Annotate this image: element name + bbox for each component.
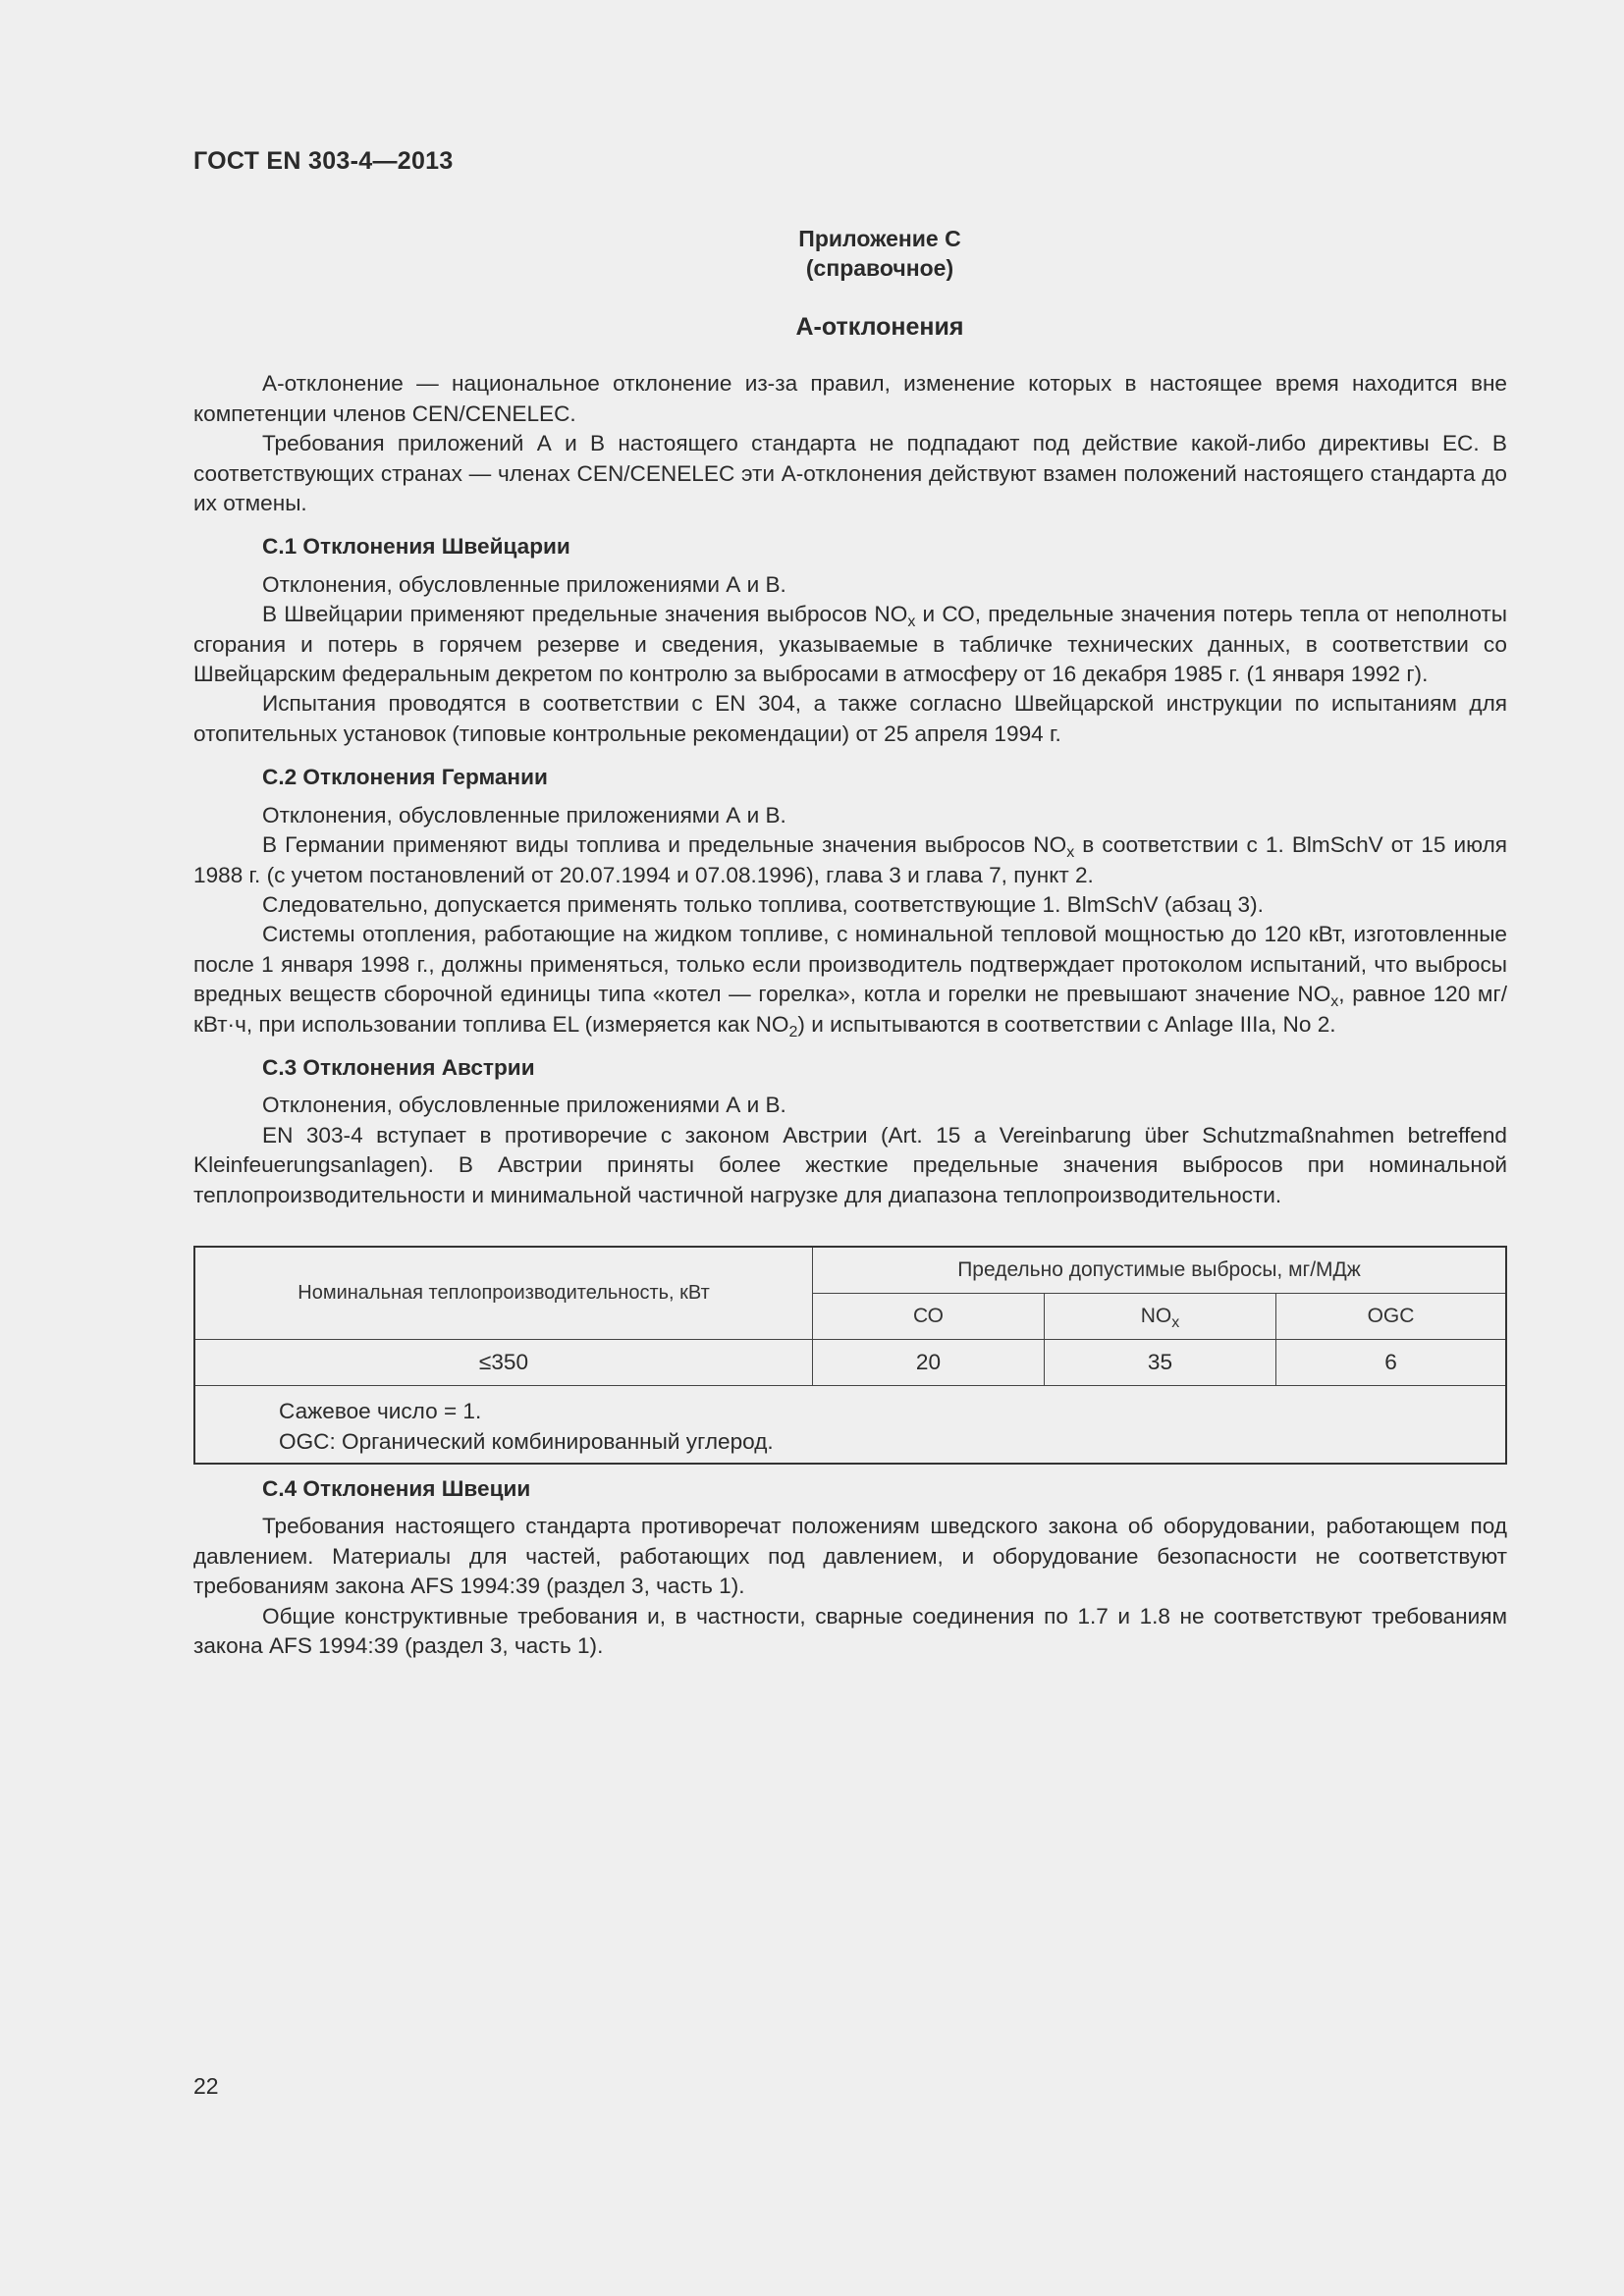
document-header: ГОСТ EN 303-4—2013 bbox=[193, 147, 454, 175]
header-emission-limits: Предельно допустимые выбросы, мг/МДж bbox=[813, 1247, 1507, 1294]
intro-paragraph-2: Требования приложений А и В настоящего стандарта не подпадают под действие какой-либо директивы ЕС. В соответствующих странах — членах CEN/CENELEC эти А-отклонения действуют взамен положений настоящего стандарта до их отмены. bbox=[193, 431, 1507, 516]
table-note-1: Сажевое число = 1. bbox=[279, 1398, 482, 1423]
annex-title: Приложение С bbox=[798, 226, 961, 251]
table-note-2: OGC: Органический комбинированный углерод. bbox=[279, 1428, 774, 1454]
header-nominal-power: Номинальная теплопроизводительность, кВт bbox=[194, 1247, 813, 1340]
c2-p4-subscript-2: 2 bbox=[788, 1023, 798, 1041]
section-c1-title: С.1 Отклонения Швейцарии bbox=[262, 534, 570, 560]
c2-paragraph-2 bbox=[193, 830, 1507, 890]
c4-paragraph-2: Общие конструктивные требования и, в частности, сварные соединения по 1.7 и 1.8 не соответствуют требованиям закона AFS 1994:39 (раздел 3, часть 1). bbox=[193, 1603, 1507, 1658]
annex-subtitle: (справочное) bbox=[805, 255, 954, 281]
c2-p2-text-b: в соответствии с 1. BlmSchV от 15 июля 1988 г. (с учетом постановлений от 20.07.1994 и 07.08.1996), глава 3 и глава 7, пункт 2. bbox=[193, 832, 1508, 887]
section-c2-title: С.2 Отклонения Германии bbox=[262, 765, 548, 790]
header-ogc: OGC bbox=[1276, 1293, 1507, 1339]
c1-p2-subscript: x bbox=[907, 614, 916, 631]
intro-paragraph-1: А-отклонение — национальное отклонение из-за правил, изменение которых в настоящее время находится вне компетенции членов CEN/CENELEC. bbox=[193, 371, 1507, 426]
c1-paragraph-3: Испытания проводятся в соответствии с EN 304, а также согласно Швейцарской инструкции по испытаниям для отопительных установок (типовые контрольные рекомендации) от 25 апреля 1994 г. bbox=[193, 691, 1507, 746]
section-c4-title: С.4 Отклонения Швеции bbox=[262, 1475, 531, 1501]
c1-p2-text-a: В Швейцарии применяют предельные значения выбросов NO bbox=[262, 602, 908, 627]
c2-p4-text-b: , равное 120 мг/кВт·ч, при использовании топлива EL (измеряется как NO bbox=[193, 982, 1507, 1037]
cell-nox: 35 bbox=[1045, 1339, 1276, 1385]
c3-paragraph-2: EN 303-4 вступает в противоречие с законом Австрии (Art. 15 a Vereinbarung über Schutzmaßnahmen betreffend Kleinfeuerungsanlagen). В Австрии приняты более жесткие предельные значения выбросов при номинальной теплопроизводительности и минимальной частичной нагрузке для диапазона теплопроизводительности. bbox=[193, 1122, 1507, 1207]
c2-paragraph-1: Отклонения, обусловленные приложениями А и В. bbox=[262, 802, 786, 828]
c1-p2-text-b: и СО, предельные значения потерь тепла от неполноты сгорания и потерь в горячем резерве и сведения, указываемые в табличке технических данных, в соответствии со Швейцарским федеральным декретом по контролю за выбросами в атмосферу от 16 декабря 1985 г. (1 января 1992 г). bbox=[193, 602, 1507, 687]
c2-p2-text-a: В Германии применяют виды топлива и предельные значения выбросов NO bbox=[262, 832, 1067, 858]
cell-co: 20 bbox=[813, 1339, 1045, 1385]
c2-paragraph-3: Следовательно, допускается применять только топлива, соответствующие 1. BlmSchV (абзац 3). bbox=[262, 891, 1264, 917]
c1-paragraph-1: Отклонения, обусловленные приложениями А и В. bbox=[262, 571, 786, 597]
page-number: 22 bbox=[193, 2073, 219, 2099]
c2-p4-subscript-1: x bbox=[1330, 993, 1339, 1011]
document-content bbox=[193, 224, 1507, 1661]
table-note-row bbox=[194, 1385, 1506, 1464]
c2-paragraph-4 bbox=[193, 920, 1507, 1040]
emission-limits-table bbox=[193, 1246, 1507, 1465]
annex-heading: А-отклонения bbox=[795, 313, 964, 341]
c2-p4-text-a: Системы отопления, работающие на жидком топливе, с номинальной тепловой мощностью до 120 кВт, изготовленные после 1 января 1998 г., должны применяться, только если производитель подтверждает протоколом испытаний, что выбросы вредных веществ сборочной единицы типа «котел — горелка», котла и горелки не превышают значение NO bbox=[193, 922, 1507, 1007]
c3-paragraph-1: Отклонения, обусловленные приложениями А и В. bbox=[262, 1093, 786, 1118]
c1-paragraph-2 bbox=[193, 600, 1507, 689]
section-c3-title: С.3 Отклонения Австрии bbox=[262, 1054, 535, 1080]
table-notes bbox=[194, 1385, 1506, 1464]
table-row bbox=[194, 1339, 1506, 1385]
table-header-row-1 bbox=[194, 1247, 1506, 1294]
c4-paragraph-1: Требования настоящего стандарта противоречат положениям шведского закона об оборудовании, работающем под давлением. Материалы для частей, работающих под давлением, и оборудование безопасности не соответствуют требованиям закона AFS 1994:39 (раздел 3, часть 1). bbox=[193, 1514, 1507, 1599]
cell-power: ≤350 bbox=[194, 1339, 813, 1385]
cell-ogc: 6 bbox=[1276, 1339, 1507, 1385]
c2-p2-subscript: x bbox=[1066, 844, 1075, 862]
header-co: СО bbox=[813, 1293, 1045, 1339]
header-nox bbox=[1045, 1293, 1276, 1339]
header-nox-subscript: x bbox=[1171, 1313, 1180, 1331]
c2-p4-text-c: ) и испытываются в соответствии с Anlage IIIa, No 2. bbox=[797, 1011, 1336, 1037]
header-nox-text: NO bbox=[1140, 1304, 1172, 1327]
